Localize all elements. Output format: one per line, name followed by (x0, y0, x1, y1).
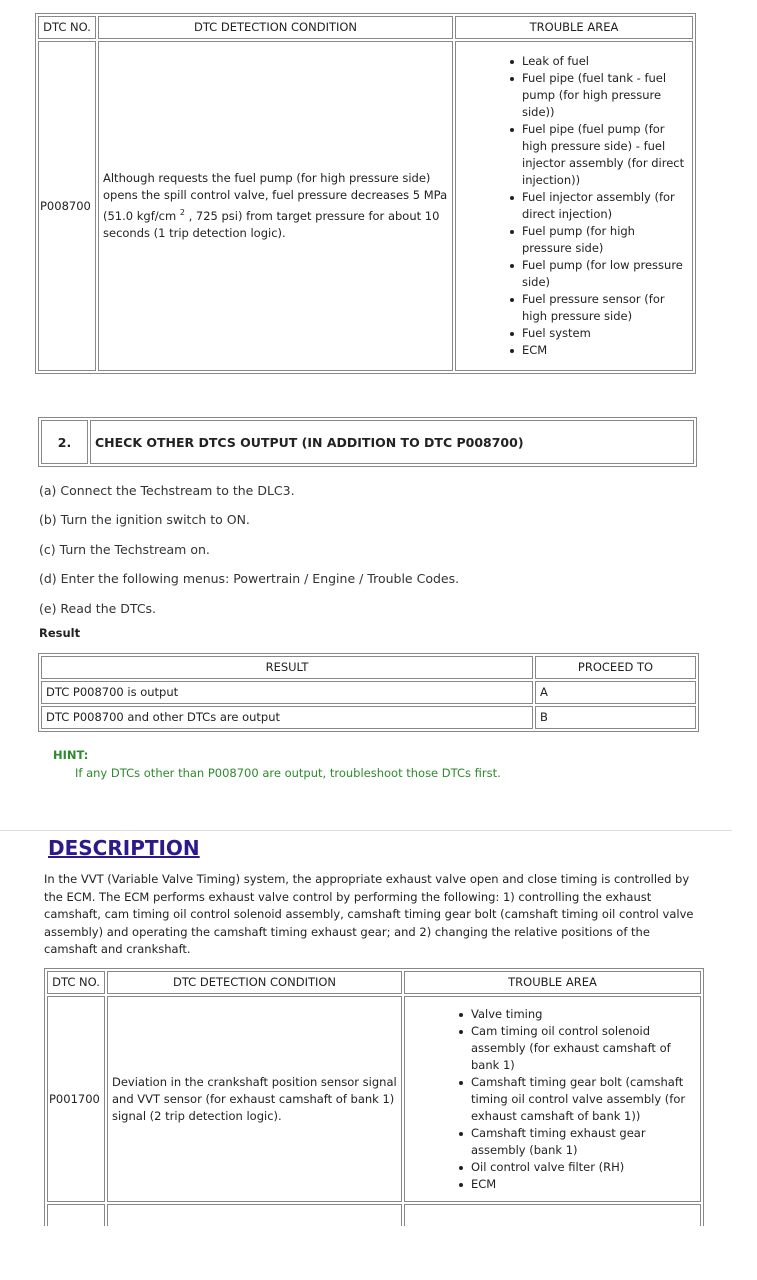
list-item: Camshaft timing gear bolt (camshaft timing oil control valve assembly (for exhaust camshaft of bank 1)) (461, 1074, 696, 1125)
instruction-d: (d) Enter the following menus: Powertrain / Engine / Trouble Codes. (39, 571, 460, 586)
dtc-code: P001700 (47, 996, 105, 1202)
step-title: CHECK OTHER DTCS OUTPUT (IN ADDITION TO DTC P008700) (90, 420, 694, 464)
step-header (38, 417, 697, 467)
description-text: In the VVT (Variable Valve Timing) system, the appropriate exhaust valve open and close timing is controlled by the ECM. The ECM performs exhaust valve control by performing the following: 1) controlling the exhaust camshaft, cam timing oil control solenoid assembly, camshaft timing gear bolt (camshaft timing oil control valve assembly) and operating the camshaft timing exhaust gear; and 2) changing the relative positions of the camshaft and crankshaft. (44, 872, 694, 956)
condition-text-a: Although requests the fuel pump (for high pressure side) opens the spill control valve, fuel pressure decreases 5 MPa (51.0 kgf/cm (103, 171, 448, 223)
header-detection-condition: DTC DETECTION CONDITION (107, 971, 402, 994)
dtc-table-p001700 (44, 968, 704, 1247)
table-header-row (41, 656, 696, 679)
trouble-area (404, 996, 701, 1202)
list-item: Fuel pipe (fuel tank - fuel pump (for high pressure side)) (512, 70, 688, 121)
header-dtc-no: DTC NO. (47, 971, 105, 994)
list-item: ECM (461, 1176, 696, 1193)
result-label: Result (39, 626, 81, 640)
section-divider (0, 830, 732, 831)
list-item: Fuel system (512, 325, 688, 342)
result-table (38, 653, 699, 732)
table-header-row (38, 16, 693, 39)
table-row (38, 41, 693, 371)
result-cell: DTC P008700 and other DTCs are output (41, 706, 533, 729)
list-item: ECM (512, 342, 688, 359)
header-result: RESULT (41, 656, 533, 679)
trouble-list (460, 53, 688, 359)
hint-title: HINT: (53, 748, 89, 762)
table-row (41, 706, 696, 729)
header-trouble-area: TROUBLE AREA (455, 16, 693, 39)
header-trouble-area: TROUBLE AREA (404, 971, 701, 994)
page-cutoff (0, 1226, 757, 1280)
proceed-cell: A (535, 681, 696, 704)
table-row (41, 681, 696, 704)
trouble-area (455, 41, 693, 371)
instruction-e: (e) Read the DTCs. (39, 601, 157, 616)
table-header-row (47, 971, 701, 994)
list-item: Fuel injector assembly (for direct injection) (512, 189, 688, 223)
list-item: Leak of fuel (512, 53, 688, 70)
dtc-code: P008700 (38, 41, 96, 371)
list-item: Fuel pressure sensor (for high pressure side) (512, 291, 688, 325)
list-item: Cam timing oil control solenoid assembly (for exhaust camshaft of bank 1) (461, 1023, 696, 1074)
description-heading: DESCRIPTION (48, 836, 200, 860)
list-item: Oil control valve filter (RH) (461, 1159, 696, 1176)
list-item: Fuel pipe (fuel pump (for high pressure side) - fuel injector assembly (for direct injection)) (512, 121, 688, 189)
header-proceed-to: PROCEED TO (535, 656, 696, 679)
trouble-list (409, 1006, 696, 1193)
table-row (47, 996, 701, 1202)
list-item: Camshaft timing exhaust gear assembly (bank 1) (461, 1125, 696, 1159)
dtc-table-p008700 (35, 13, 696, 374)
hint-text: If any DTCs other than P008700 are output, troubleshoot those DTCs first. (75, 766, 501, 780)
step-number: 2. (41, 420, 88, 464)
list-item: Valve timing (461, 1006, 696, 1023)
header-dtc-no: DTC NO. (38, 16, 96, 39)
header-detection-condition: DTC DETECTION CONDITION (98, 16, 453, 39)
detection-condition: Deviation in the crankshaft position sensor signal and VVT sensor (for exhaust camshaft of bank 1) signal (2 trip detection logic). (107, 996, 402, 1202)
result-cell: DTC P008700 is output (41, 681, 533, 704)
list-item: Fuel pump (for high pressure side) (512, 223, 688, 257)
instruction-b: (b) Turn the ignition switch to ON. (39, 512, 250, 527)
detection-condition (98, 41, 453, 371)
instruction-c: (c) Turn the Techstream on. (39, 542, 210, 557)
list-item: Fuel pump (for low pressure side) (512, 257, 688, 291)
condition-superscript: 2 (179, 208, 185, 218)
proceed-cell: B (535, 706, 696, 729)
instruction-a: (a) Connect the Techstream to the DLC3. (39, 483, 295, 498)
condition-text-b: , 725 psi) from target pressure for about 10 seconds (1 trip detection logic). (103, 208, 440, 240)
